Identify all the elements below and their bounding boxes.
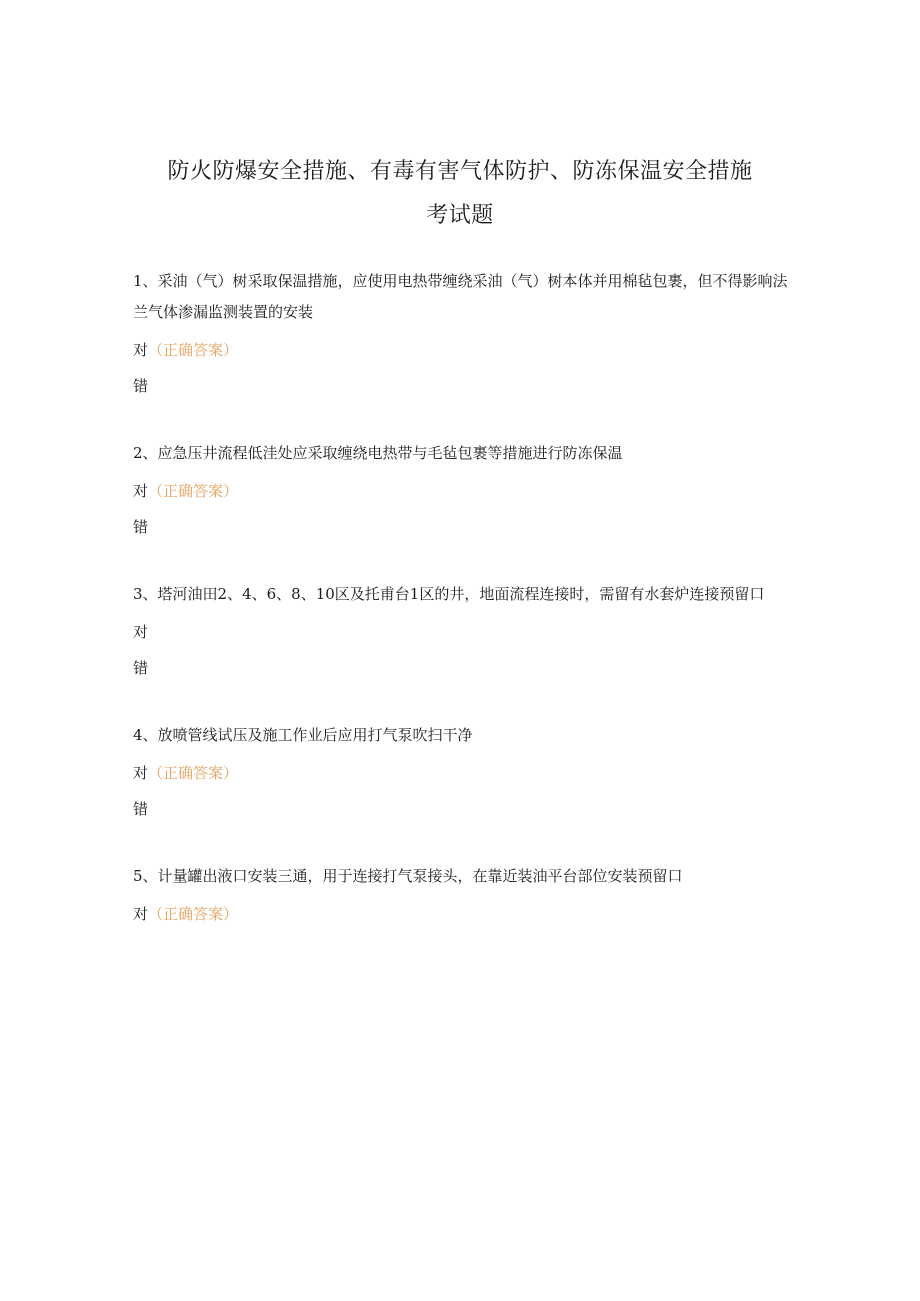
- question-1: [133, 266, 793, 396]
- correct-answer-marker: （正确答案）: [148, 905, 239, 923]
- option-label: 对: [133, 764, 149, 782]
- option-label: 对: [133, 905, 149, 923]
- title-line-2: 考试题: [426, 203, 494, 228]
- correct-answer-marker: （正确答案）: [148, 482, 239, 500]
- option-label: 错: [133, 518, 149, 536]
- question-5: [133, 861, 793, 924]
- question-4-option-true[interactable]: [133, 763, 793, 783]
- question-5-option-true[interactable]: [133, 904, 793, 924]
- question-list: [133, 266, 793, 924]
- question-2-option-false[interactable]: [133, 517, 793, 537]
- option-label: 错: [133, 377, 149, 395]
- question-3-text: 3、塔河油田2、4、6、8、10区及托甫台1区的井，地面流程连接时，需留有水套炉连接预留口: [133, 585, 765, 603]
- spacer: [133, 396, 793, 438]
- question-2: [133, 438, 793, 537]
- question-4-text: 4、放喷管线试压及施工作业后应用打气泵吹扫干净: [133, 726, 473, 744]
- option-label: 对: [133, 341, 149, 359]
- question-2-option-true[interactable]: [133, 481, 793, 501]
- document-title: [0, 150, 920, 238]
- question-3-option-false[interactable]: [133, 658, 793, 678]
- spacer: [133, 819, 793, 861]
- question-4-option-false[interactable]: [133, 799, 793, 819]
- question-1-text: 1、采油（气）树采取保温措施，应使用电热带缠绕采油（气）树本体并用棉毡包裹，但不得影响法兰气体渗漏监测装置的安装: [133, 272, 788, 321]
- question-1-option-true[interactable]: [133, 340, 793, 360]
- option-label: 对: [133, 482, 149, 500]
- title-line-1: 防火防爆安全措施、有毒有害气体防护、防冻保温安全措施: [167, 159, 753, 184]
- option-label: 错: [133, 800, 149, 818]
- spacer: [133, 678, 793, 720]
- spacer: [133, 537, 793, 579]
- question-4: [133, 720, 793, 819]
- question-3-option-true[interactable]: [133, 622, 793, 642]
- question-2-text: 2、应急压井流程低洼处应采取缠绕电热带与毛毡包裹等措施进行防冻保温: [133, 444, 623, 462]
- question-5-text: 5、计量罐出液口安装三通，用于连接打气泵接头，在靠近装油平台部位安装预留口: [133, 867, 683, 885]
- question-3: [133, 579, 793, 678]
- correct-answer-marker: （正确答案）: [148, 341, 239, 359]
- option-label: 对: [133, 623, 149, 641]
- option-label: 错: [133, 659, 149, 677]
- correct-answer-marker: （正确答案）: [148, 764, 239, 782]
- question-1-option-false[interactable]: [133, 376, 793, 396]
